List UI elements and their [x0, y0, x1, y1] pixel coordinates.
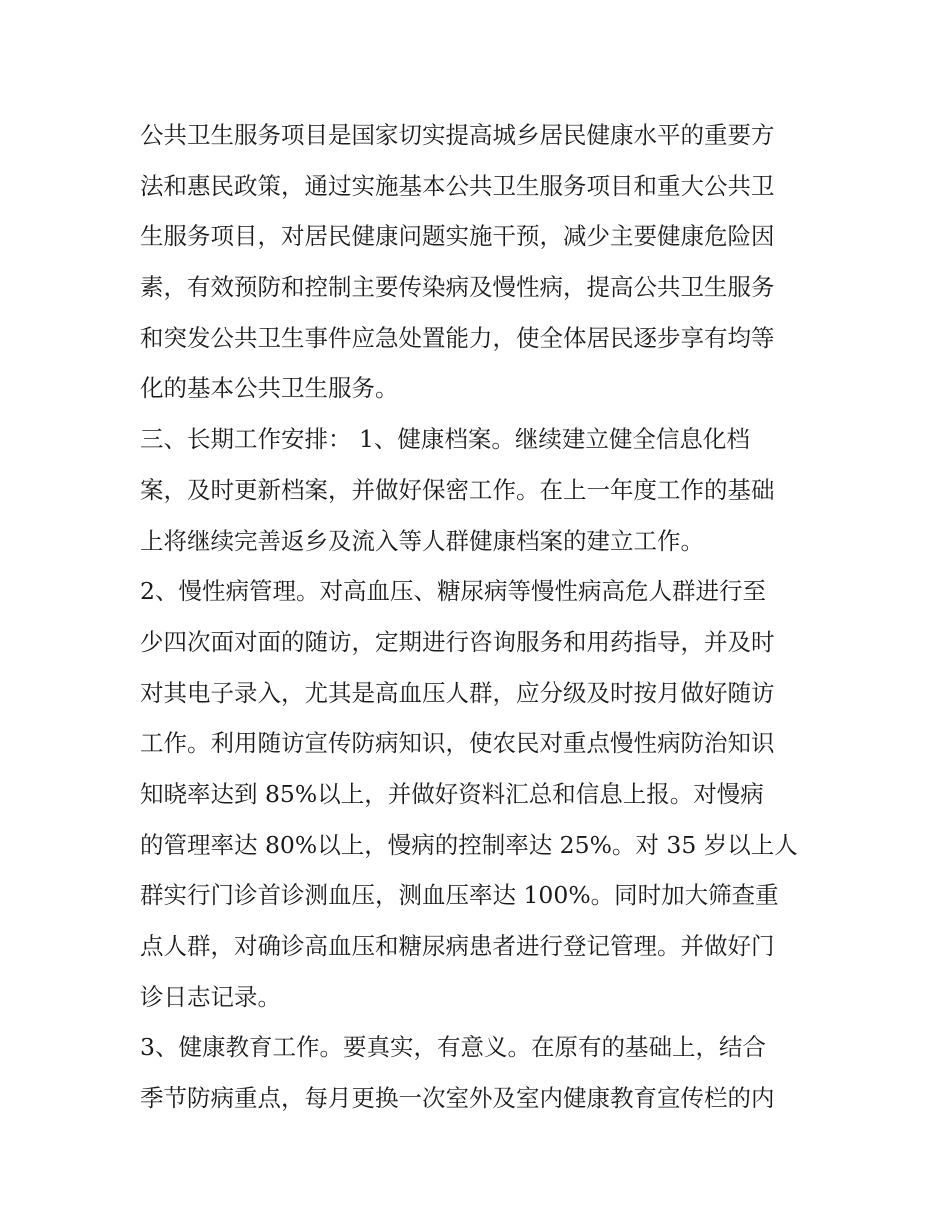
text-line: 工作。利用随访宣传防病知识，使农民对重点慢性病防治知识 [140, 729, 775, 758]
document-body [140, 110, 820, 1124]
text-line: 少四次面对面的随访，定期进行咨询服务和用药指导，并及时 [140, 627, 775, 656]
text-line: 生服务项目，对居民健康问题实施干预，减少主要健康危险因 [140, 222, 775, 251]
text-line: 案，及时更新档案，并做好保密工作。在上一年度工作的基础 [140, 475, 775, 504]
text-line: 法和惠民政策，通过实施基本公共卫生服务项目和重大公共卫 [140, 171, 775, 200]
item-heading-line: 2、慢性病管理。对高血压、糖尿病等慢性病高危人群进行至 [140, 577, 766, 606]
text-line: 群实行门诊首诊测血压，测血压率达 100%。同时加大筛查重 [140, 881, 779, 910]
text-line: 诊日志记录。 [140, 982, 281, 1011]
text-line: 上将继续完善返乡及流入等人群健康档案的建立工作。 [140, 526, 704, 555]
text-line: 知晓率达到 85%以上，并做好资料汇总和信息上报。对慢病 [140, 779, 764, 808]
text-line: 公共卫生服务项目是国家切实提高城乡居民健康水平的重要方 [140, 121, 775, 149]
text-line: 的管理率达 80%以上，慢病的控制率达 25%。对 35 岁以上人 [140, 830, 798, 859]
text-line: 季节防病重点，每月更换一次室外及室内健康教育宣传栏的内 [140, 1084, 775, 1113]
text-line: 化的基本公共卫生服务。 [140, 374, 399, 403]
text-line: 素，有效预防和控制主要传染病及慢性病，提高公共卫生服务 [140, 273, 775, 302]
text-line: 点人群，对确诊高血压和糖尿病患者进行登记管理。并做好门 [140, 932, 775, 960]
text-line: 对其电子录入，尤其是高血压人群，应分级及时按月做好随访 [140, 678, 775, 707]
text-line: 和突发公共卫生事件应急处置能力，使全体居民逐步享有均等 [140, 323, 775, 352]
item-heading-line: 3、健康教育工作。要真实，有意义。在原有的基础上，结合 [140, 1033, 766, 1062]
section-heading-line: 三、长期工作安排： 1、健康档案。继续建立健全信息化档 [140, 425, 750, 454]
